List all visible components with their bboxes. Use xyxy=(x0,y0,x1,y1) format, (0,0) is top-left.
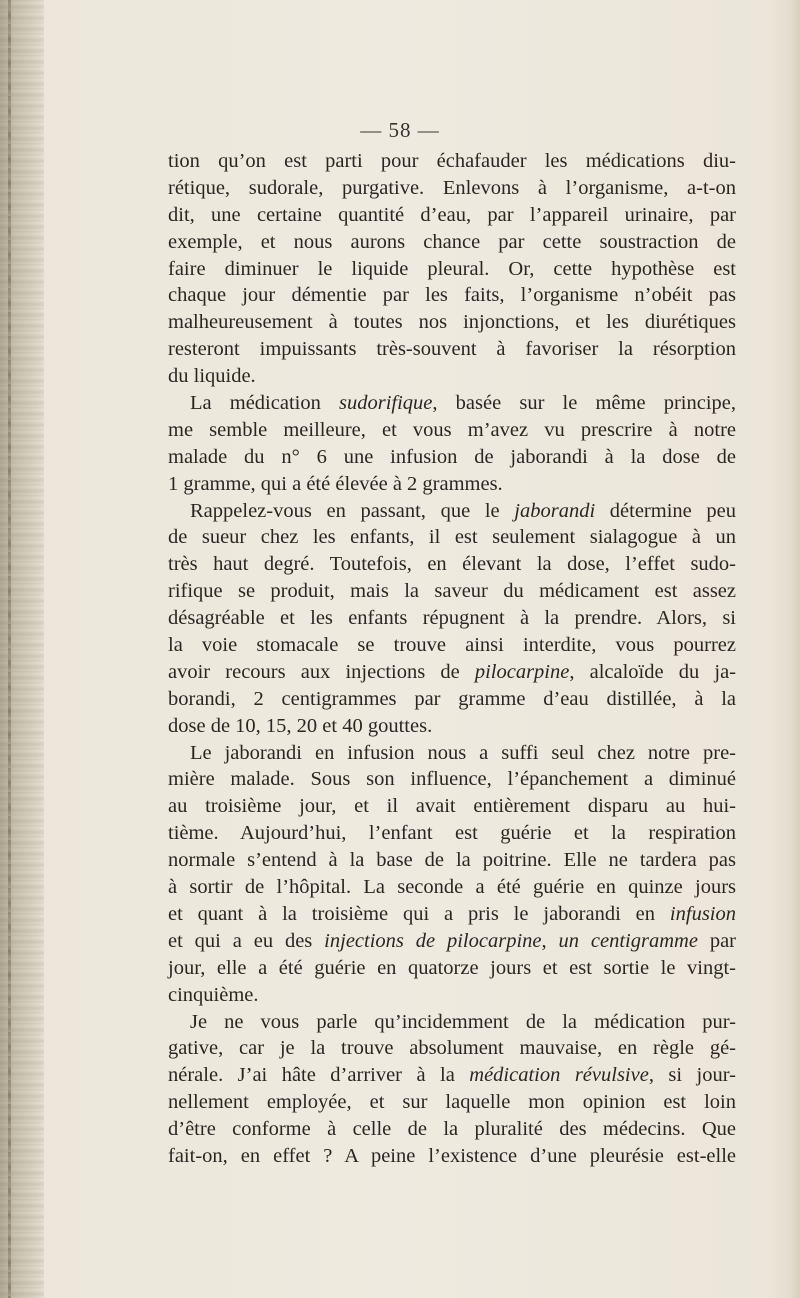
text-line xyxy=(168,1009,736,1036)
italic-text: pilocarpine xyxy=(474,660,570,683)
text-segment: Rappelez-vous en passant, que le xyxy=(190,499,515,522)
text-line xyxy=(168,309,736,336)
text-segment: nérale. J’ai hâte d’arriver à la xyxy=(168,1064,470,1087)
body-text xyxy=(168,148,736,1170)
text-line xyxy=(168,1143,736,1170)
text-segment: , alcaloïde du ja- xyxy=(569,660,736,683)
text-segment: dit, une certaine quantité d’eau, par l’appareil urinaire, par xyxy=(168,203,736,226)
text-segment: resteront impuissants très-souvent à favoriser la résorption xyxy=(168,338,736,361)
binding-edge xyxy=(8,0,11,1298)
text-segment: détermine peu xyxy=(595,499,736,522)
text-line xyxy=(168,605,736,632)
text-segment: du liquide. xyxy=(168,365,256,388)
text-line xyxy=(168,686,736,713)
text-line xyxy=(168,1089,736,1116)
italic-text: médication révulsive xyxy=(469,1064,649,1087)
text-line xyxy=(168,578,736,605)
text-line xyxy=(168,551,736,578)
text-line xyxy=(168,793,736,820)
text-segment: fait-on, en effet ? A peine l’existence d’une pleurésie est-elle xyxy=(168,1144,736,1167)
text-line xyxy=(168,740,736,767)
italic-text: sudorifique xyxy=(339,392,433,415)
text-line xyxy=(168,955,736,982)
text-segment: Je ne vous parle qu’incidemment de la médication pur- xyxy=(190,1010,736,1033)
book-spine-shadow xyxy=(0,0,44,1298)
text-segment: à sortir de l’hôpital. La seconde a été guérie en quinze jours xyxy=(168,876,736,899)
text-line xyxy=(168,417,736,444)
text-line xyxy=(168,874,736,901)
text-line xyxy=(168,766,736,793)
text-line xyxy=(168,1062,736,1089)
text-segment: 1 gramme, qui a été élevée à 2 grammes. xyxy=(168,472,503,495)
text-segment: tième. Aujourd’hui, l’enfant est guérie et la respiration xyxy=(168,822,736,845)
text-line xyxy=(168,229,736,256)
text-line xyxy=(168,148,736,175)
text-segment: chaque jour démentie par les faits, l’organisme n’obéit pas xyxy=(168,284,736,307)
italic-text: jaborandi xyxy=(514,499,596,522)
text-segment: malheureusement à toutes nos injonctions, et les diurétiques xyxy=(168,311,736,334)
text-segment: très haut degré. Toutefois, en élevant la dose, l’effet sudo- xyxy=(168,553,736,576)
text-line xyxy=(168,524,736,551)
text-segment: et qui a eu des xyxy=(168,929,325,952)
text-line xyxy=(168,659,736,686)
text-segment: , si jour- xyxy=(648,1064,736,1087)
text-segment: jour, elle a été guérie en quatorze jours et est sortie le vingt- xyxy=(168,956,736,979)
text-line xyxy=(168,336,736,363)
text-line xyxy=(168,175,736,202)
text-line xyxy=(168,282,736,309)
text-segment: rétique, sudorale, purgative. Enlevons à l’organisme, a-t-on xyxy=(168,176,736,199)
text-segment: avoir recours aux injections de xyxy=(168,660,475,683)
italic-text: injections de pilocarpine xyxy=(324,929,542,952)
text-line xyxy=(168,901,736,928)
text-segment: faire diminuer le liquide pleural. Or, cette hypothèse est xyxy=(168,257,736,280)
text-segment: normale s’entend à la base de la poitrine. Elle ne tardera pas xyxy=(168,849,736,872)
text-line xyxy=(168,632,736,659)
text-segment: et quant à la troisième qui a pris le jaborandi en xyxy=(168,902,670,925)
text-segment: mière malade. Sous son influence, l’épanchement a diminué xyxy=(168,768,736,791)
text-line xyxy=(168,471,736,498)
text-line xyxy=(168,713,736,740)
text-line xyxy=(168,390,736,417)
text-segment: La médication xyxy=(190,392,339,415)
page-edge xyxy=(790,0,800,1298)
text-segment: cinquième. xyxy=(168,983,259,1006)
text-segment: , basée sur le même principe, xyxy=(432,392,736,415)
text-segment: me semble meilleure, et vous m’avez vu prescrire à notre xyxy=(168,418,736,441)
text-line xyxy=(168,1035,736,1062)
text-line xyxy=(168,1116,736,1143)
text-segment: Le jaborandi en infusion nous a suffi seul chez notre pre- xyxy=(190,741,736,764)
text-line xyxy=(168,256,736,283)
text-line xyxy=(168,847,736,874)
text-segment: rifique se produit, mais la saveur du médicament est assez xyxy=(168,580,736,603)
text-segment: de sueur chez les enfants, il est seulement sialagogue à un xyxy=(168,526,736,549)
text-line xyxy=(168,820,736,847)
text-segment: malade du n° 6 une infusion de jaborandi à la dose de xyxy=(168,445,736,468)
italic-text: un centigramme xyxy=(558,929,698,952)
italic-text: infusion xyxy=(669,902,736,925)
text-line xyxy=(168,498,736,525)
text-segment: au troisième jour, et il avait entièrement disparu au hui- xyxy=(168,795,736,818)
text-line xyxy=(168,363,736,390)
text-segment: la voie stomacale se trouve ainsi interdite, vous pourrez xyxy=(168,634,736,657)
text-segment: borandi, 2 centigrammes par gramme d’eau distillée, à la xyxy=(168,687,736,710)
text-segment: , xyxy=(541,929,559,952)
page-number: — 58 — xyxy=(360,118,440,142)
text-segment: dose de 10, 15, 20 et 40 gouttes. xyxy=(168,714,433,737)
text-segment: tion qu’on est parti pour échafauder les médications diu- xyxy=(168,150,736,172)
text-segment: nellement employée, et sur laquelle mon opinion est loin xyxy=(168,1091,736,1114)
text-line xyxy=(168,444,736,471)
text-segment: par xyxy=(697,929,736,952)
text-line xyxy=(168,928,736,955)
text-segment: exemple, et nous aurons chance par cette soustraction de xyxy=(168,230,736,253)
text-segment: gative, car je la trouve absolument mauvaise, en règle gé- xyxy=(168,1037,736,1060)
text-segment: d’être conforme à celle de la pluralité des médecins. Que xyxy=(168,1118,736,1141)
text-line xyxy=(168,202,736,229)
text-line xyxy=(168,982,736,1009)
text-segment: désagréable et les enfants répugnent à la prendre. Alors, si xyxy=(168,607,736,630)
